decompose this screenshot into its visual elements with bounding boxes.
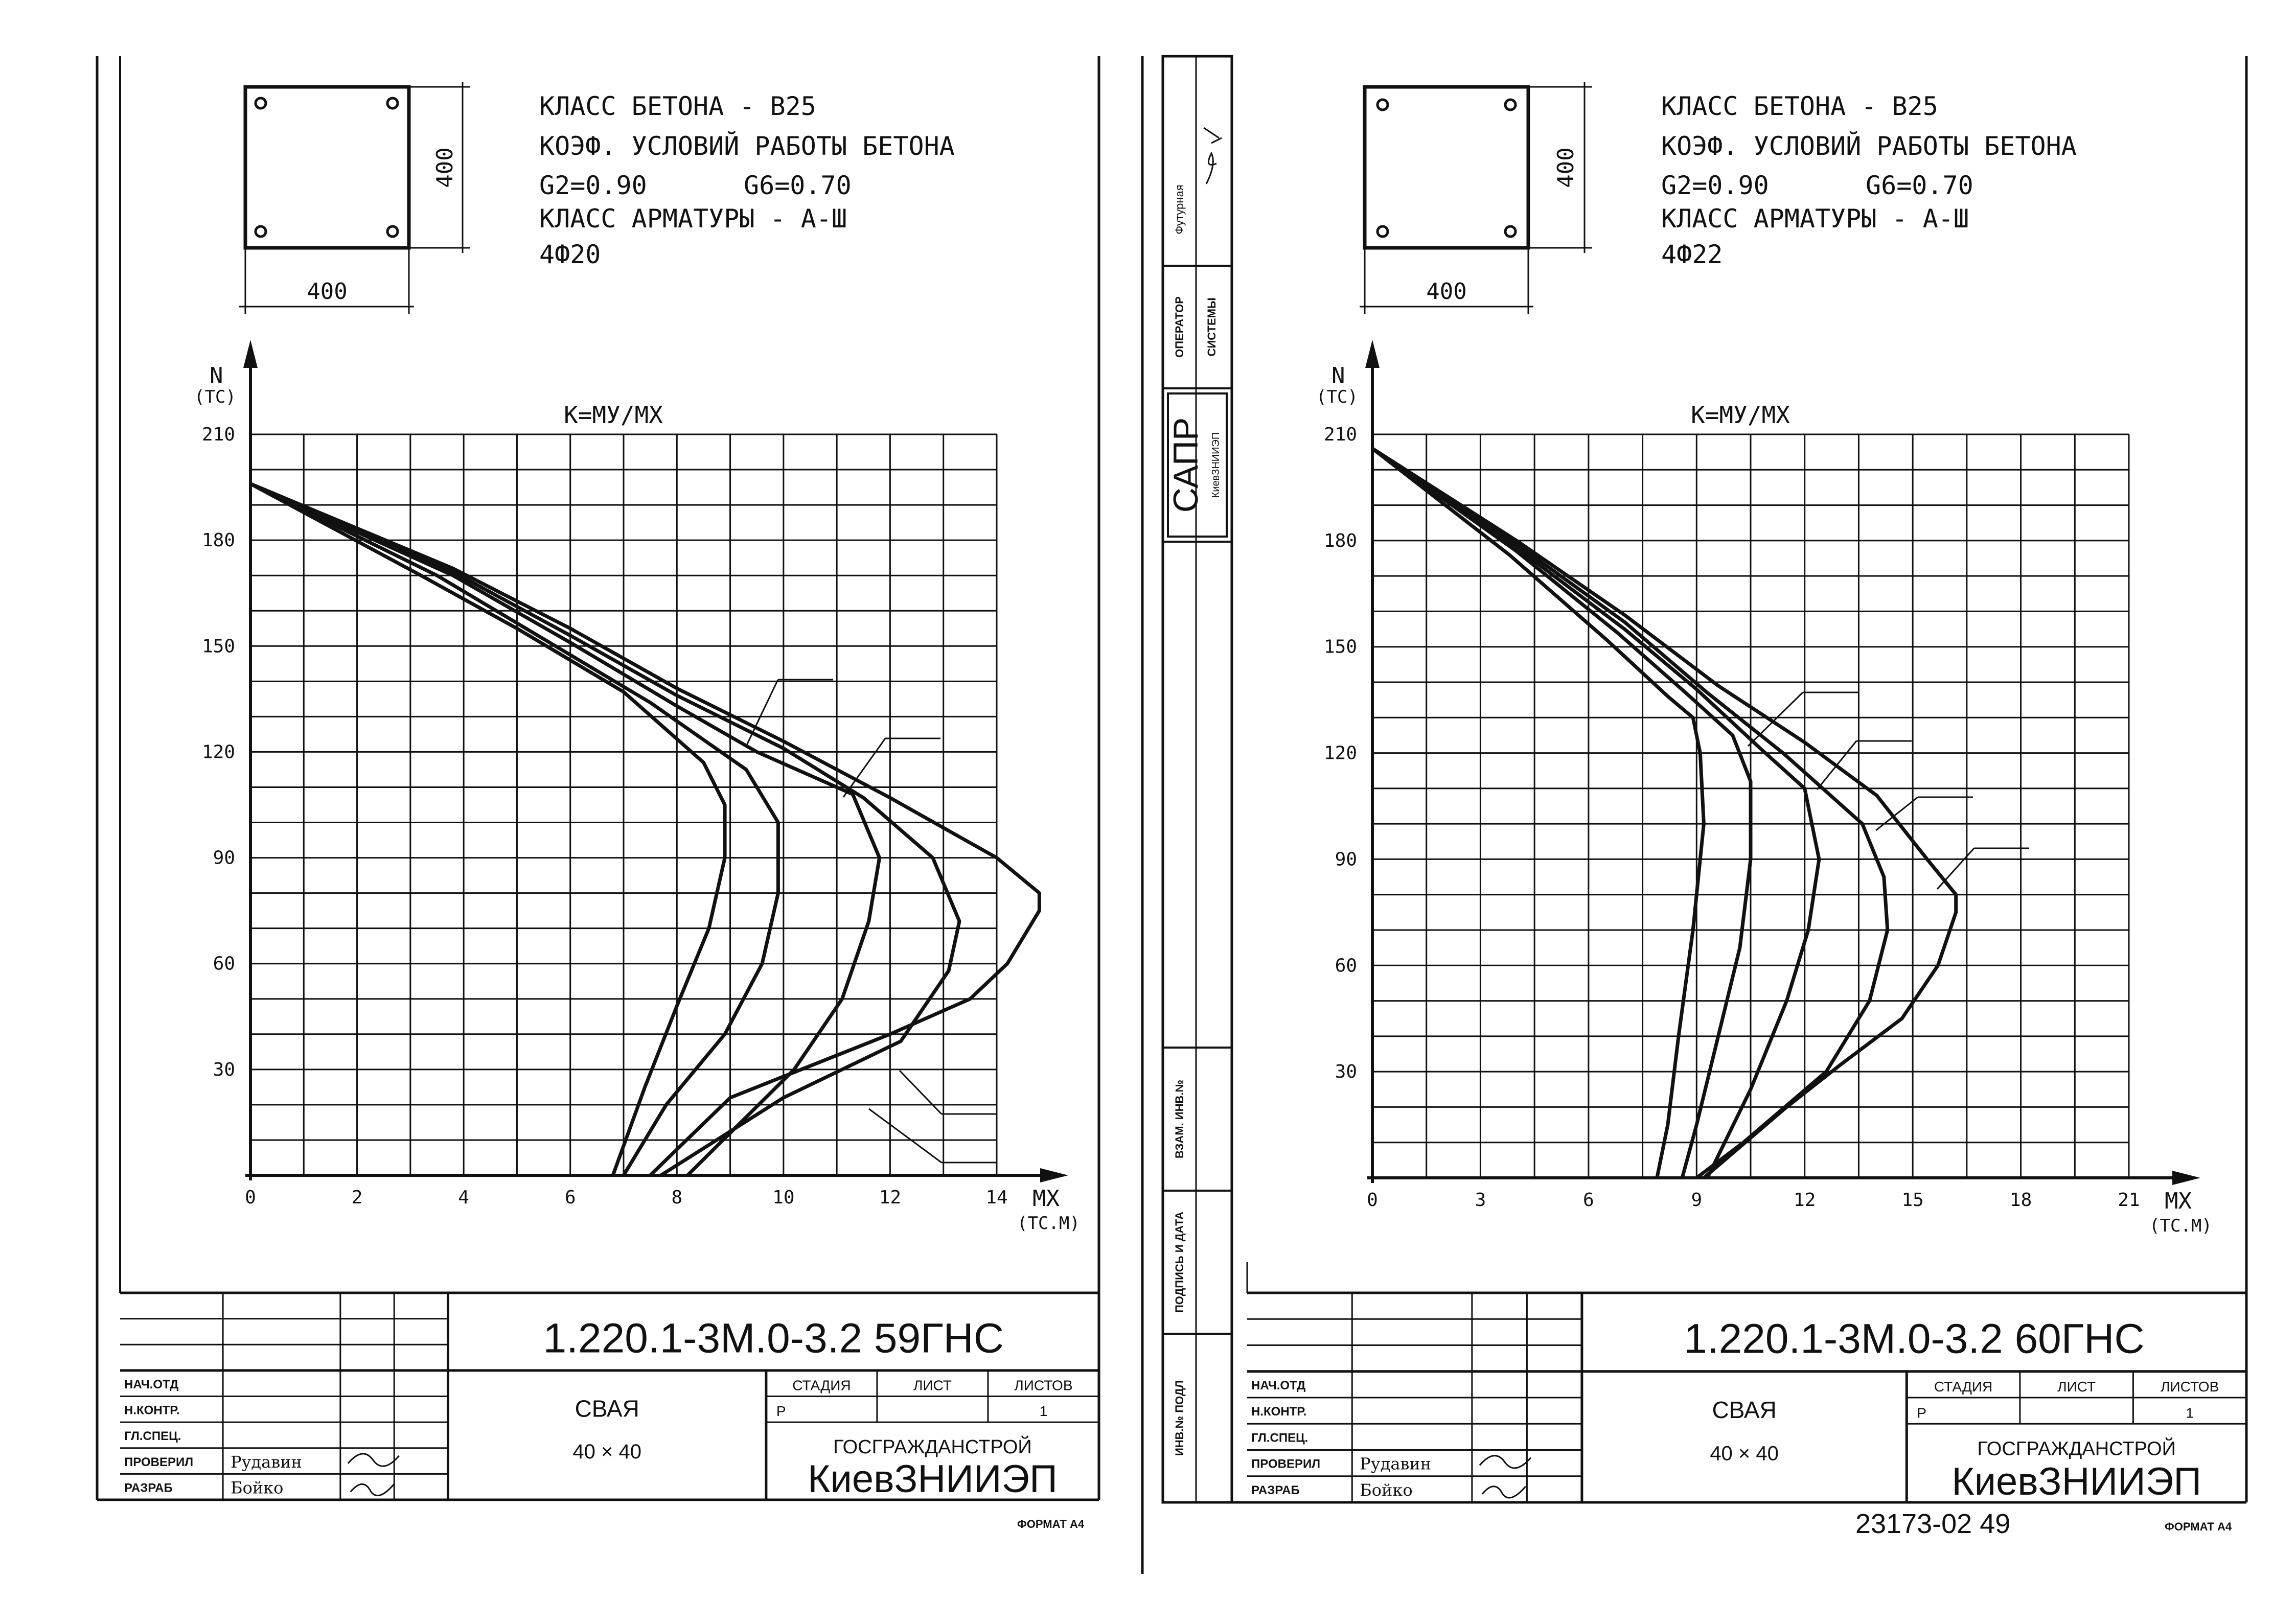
x-tick-label: 14: [985, 1187, 1008, 1208]
handwritten-signature: [1204, 128, 1222, 184]
width-label: 400: [307, 278, 348, 305]
x-tick-label: 2: [351, 1187, 363, 1208]
name-label: Рудавин: [231, 1452, 302, 1472]
role-label: Н.КОНТР.: [124, 1403, 180, 1418]
sapr-label: САПР: [1166, 417, 1205, 513]
org-top: ГОСГРАЖДАНСТРОЙ: [833, 1436, 1032, 1458]
interaction-chart-59: [194, 340, 1080, 1234]
rebar-icon: [1377, 226, 1388, 237]
format-label: ФОРМАТ А4: [1017, 1518, 1085, 1530]
rebar-icon: [1505, 226, 1516, 237]
label-leader: [869, 1109, 942, 1163]
col-sheets: ЛИСТОВ: [1014, 1377, 1073, 1394]
sheets-total: 1: [2186, 1405, 2194, 1421]
y-tick-label: 210: [201, 424, 235, 445]
org-main: КиевЗНИИЭП: [808, 1457, 1058, 1501]
format-label: ФОРМАТ А4: [2165, 1520, 2232, 1533]
y-axis-arrow-icon: [1365, 340, 1380, 368]
role-label: ПРОВЕРИЛ: [124, 1455, 194, 1469]
y-axis-label: N: [1331, 363, 1345, 389]
coef-title: КОЭФ. УСЛОВИЙ РАБОТЫ БЕТОНА: [539, 131, 955, 161]
x-tick-label: 10: [772, 1187, 795, 1208]
coef-g2: G2=0.90: [1661, 171, 1769, 200]
x-tick-label: 6: [564, 1187, 576, 1208]
role-label: РАЗРАБ: [1251, 1483, 1300, 1497]
x-tick-label: 12: [1794, 1190, 1816, 1211]
y-tick-label: 150: [201, 636, 235, 657]
object-name: СВАЯ: [1712, 1397, 1777, 1423]
document-code: 1.220.1-3М.0-3.2 59ГНС: [543, 1315, 1004, 1362]
y-tick-label: 90: [1335, 849, 1357, 870]
x-tick-label: 9: [1691, 1190, 1703, 1211]
x-axis-unit: (ТС.М): [1017, 1213, 1080, 1234]
side-stamp: [1163, 56, 1232, 1502]
x-tick-label: 21: [2118, 1190, 2140, 1211]
x-tick-label: 18: [2009, 1190, 2032, 1211]
x-axis-arrow-icon: [1040, 1168, 1068, 1182]
object-size: 40 × 40: [572, 1440, 642, 1463]
y-tick-label: 120: [1323, 742, 1357, 764]
stage-value: Р: [1917, 1405, 1926, 1421]
y-tick-label: 180: [1323, 530, 1357, 551]
y-axis-label: N: [210, 363, 223, 389]
org-main: КиевЗНИИЭП: [1951, 1460, 2201, 1503]
y-tick-label: 60: [1335, 955, 1357, 977]
y-tick-label: 210: [1323, 424, 1357, 445]
drawing-sheet-60: [1163, 56, 2246, 1539]
role-label: ГЛ.СПЕЦ.: [1251, 1431, 1308, 1445]
rebar-icon: [256, 98, 266, 108]
label-leader: [1817, 741, 1856, 790]
x-tick-label: 6: [1583, 1190, 1594, 1211]
rebar-icon: [1377, 100, 1388, 110]
label-leader: [900, 1071, 942, 1114]
header-notes: [539, 91, 955, 269]
x-tick-label: 0: [245, 1187, 256, 1208]
rebar-spec: 4Ф20: [539, 240, 601, 269]
interaction-chart-60: [1316, 340, 2212, 1236]
vzam-inv-label: ВЗАМ. ИНВ.№: [1173, 1079, 1186, 1159]
coef-g2: G2=0.90: [539, 171, 647, 200]
role-label: Н.КОНТР.: [1251, 1405, 1307, 1419]
x-axis-unit: (ТС.М): [2149, 1216, 2212, 1236]
rebar-spec: 4Ф22: [1661, 240, 1723, 269]
curve-k-0-75: [1372, 449, 1751, 1178]
y-tick-label: 30: [213, 1059, 235, 1080]
object-size: 40 × 40: [1710, 1442, 1779, 1465]
label-leader: [1937, 848, 1974, 889]
drawing-sheet-59: [97, 56, 1142, 1574]
height-label: 400: [432, 147, 458, 188]
width-label: 400: [1426, 278, 1467, 305]
stage-value: Р: [776, 1403, 786, 1420]
y-tick-label: 90: [213, 847, 235, 869]
rebar-icon: [387, 98, 398, 108]
x-axis-label: МХ: [2165, 1188, 2192, 1214]
chart-title: К=МУ/МХ: [1691, 401, 1790, 429]
coef-title: КОЭФ. УСЛОВИЙ РАБОТЫ БЕТОНА: [1661, 131, 2077, 161]
chart-title: К=МУ/МХ: [564, 401, 663, 429]
y-tick-label: 60: [213, 953, 235, 974]
col-sheets: ЛИСТОВ: [2161, 1379, 2219, 1395]
title-block-60: [1247, 1293, 2246, 1533]
x-tick-label: 12: [879, 1187, 902, 1208]
coef-g6: G6=0.70: [744, 171, 852, 200]
rebar-icon: [256, 226, 266, 237]
cross-section: [1360, 82, 1592, 314]
y-axis-arrow-icon: [243, 340, 258, 368]
role-label: НАЧ.ОТД: [1251, 1378, 1306, 1392]
cross-section: [239, 82, 470, 314]
role-label: ГЛ.СПЕЦ.: [124, 1429, 181, 1444]
title-block-59: [120, 1293, 1099, 1530]
x-tick-label: 3: [1475, 1190, 1486, 1211]
document-code: 1.220.1-3М.0-3.2 60ГНС: [1684, 1315, 2145, 1362]
concrete-class: КЛАСС БЕТОНА - В25: [1661, 91, 1938, 121]
x-tick-label: 8: [671, 1187, 683, 1208]
sheets-total: 1: [1039, 1403, 1048, 1420]
org-top: ГОСГРАЖДАНСТРОЙ: [1977, 1438, 2176, 1460]
role-label: НАЧ.ОТД: [124, 1377, 179, 1391]
operator-label: ОПЕРАТОР: [1173, 296, 1186, 358]
futurnaya-label: Футурная: [1173, 184, 1186, 235]
concrete-class: КЛАСС БЕТОНА - В25: [539, 91, 816, 121]
y-axis-unit: (ТС): [1316, 387, 1358, 407]
x-tick-label: 0: [1367, 1190, 1378, 1211]
y-tick-label: 120: [201, 741, 235, 763]
rebar-icon: [387, 226, 398, 237]
rebar-class: КЛАСС АРМАТУРЫ - А-Ш: [1661, 204, 1969, 234]
role-label: РАЗРАБ: [124, 1481, 173, 1495]
header-notes: [1661, 91, 2077, 269]
archive-number: 23173-02 49: [1855, 1508, 2011, 1539]
sapr-org-label: КиевЗНИИЭП: [1210, 432, 1222, 498]
role-label: ПРОВЕРИЛ: [1251, 1457, 1321, 1471]
y-tick-label: 30: [1335, 1061, 1357, 1083]
y-axis-unit: (ТС): [194, 387, 236, 407]
curve-k-0-75: [250, 484, 778, 1175]
col-stage: СТАДИЯ: [792, 1377, 851, 1394]
x-axis-arrow-icon: [2172, 1171, 2200, 1185]
curve-k-0-00: [250, 484, 1039, 1175]
col-stage: СТАДИЯ: [1934, 1379, 1993, 1395]
curve-k-0-00: [1372, 449, 1956, 1178]
rebar-icon: [1505, 100, 1516, 110]
name-label: Рудавин: [1360, 1454, 1432, 1474]
system-label: СИСТЕМЫ: [1205, 297, 1218, 357]
rebar-class: КЛАСС АРМАТУРЫ - А-Ш: [539, 204, 847, 234]
label-leader: [843, 738, 885, 797]
name-label: Бойко: [1360, 1480, 1413, 1500]
height-label: 400: [1553, 147, 1579, 188]
y-tick-label: 150: [1323, 636, 1357, 658]
curve-k-0-50: [250, 484, 880, 1175]
section-outline: [245, 87, 409, 248]
col-sheet: ЛИСТ: [913, 1377, 952, 1394]
coef-g6: G6=0.70: [1866, 171, 1973, 200]
name-label: Бойко: [231, 1478, 284, 1498]
x-tick-label: 4: [458, 1187, 469, 1208]
label-leader: [1748, 692, 1803, 746]
section-outline: [1365, 87, 1528, 248]
y-tick-label: 180: [201, 530, 235, 551]
podpis-data-label: ПОДПИСЬ И ДАТА: [1173, 1211, 1186, 1313]
x-tick-label: 15: [1901, 1190, 1924, 1211]
col-sheet: ЛИСТ: [2057, 1379, 2096, 1395]
inv-podl-label: ИНВ.№ ПОДЛ: [1173, 1380, 1186, 1456]
x-axis-label: МХ: [1032, 1186, 1060, 1212]
object-name: СВАЯ: [575, 1395, 639, 1422]
